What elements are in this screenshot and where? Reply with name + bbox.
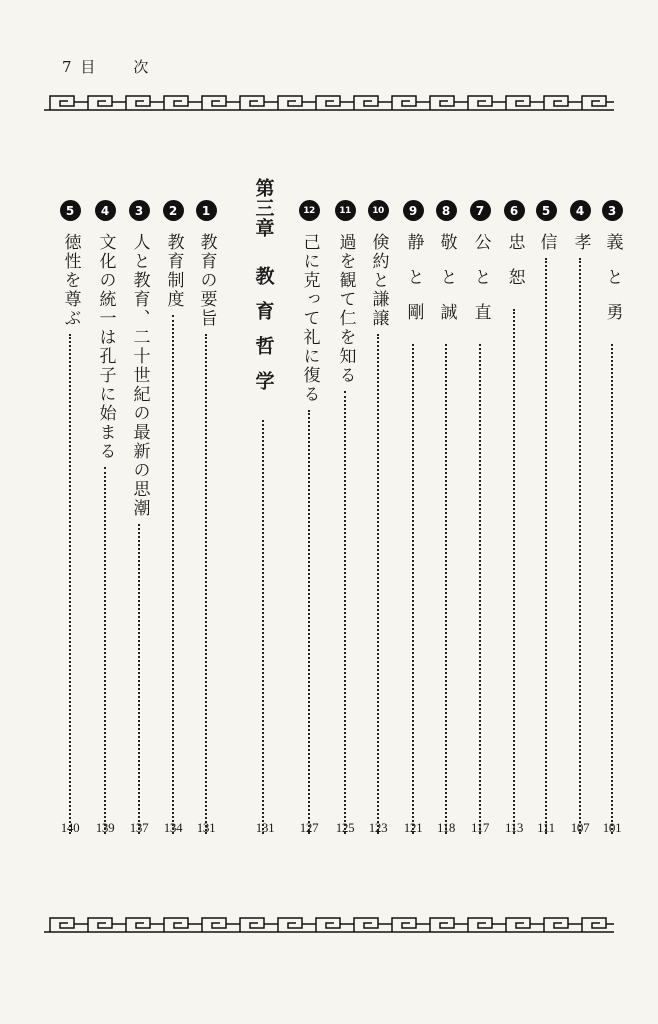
entry-title: 徳性を尊ぶ xyxy=(60,233,81,328)
entry-number-badge: 4 xyxy=(570,200,591,221)
chapter-label: 第三章 xyxy=(252,178,275,238)
toc-entry xyxy=(160,200,186,840)
top-fret-border xyxy=(44,90,614,112)
entry-title: 静と剛 xyxy=(403,233,424,338)
entry-title: 敬と誠 xyxy=(436,233,457,338)
entry-title: 己に克って礼に復る xyxy=(299,233,320,404)
toc-entry xyxy=(533,200,559,840)
toc-entry xyxy=(57,200,83,840)
toc-entry xyxy=(365,200,391,840)
entry-number-badge: 3 xyxy=(129,200,150,221)
entry-number-badge: 5 xyxy=(60,200,81,221)
entry-page-number: 134 xyxy=(163,820,183,835)
leader-dots xyxy=(479,344,481,834)
entry-page-number: 139 xyxy=(95,820,115,835)
entry-number-badge: 2 xyxy=(163,200,184,221)
entry-number-badge: 4 xyxy=(95,200,116,221)
leader-dots xyxy=(172,315,174,834)
entry-page-number: 125 xyxy=(335,820,355,835)
toc-entry xyxy=(599,200,625,840)
entry-title: 過を観て仁を知る xyxy=(335,233,356,385)
entry-title: 教育制度 xyxy=(163,233,184,309)
leader-dots xyxy=(104,467,106,834)
leader-dots xyxy=(377,334,379,834)
entry-page-number: 113 xyxy=(504,820,524,835)
entry-title: 信 xyxy=(536,233,557,252)
leader-dots xyxy=(445,344,447,834)
toc-entry xyxy=(332,200,358,840)
entry-title: 公と直 xyxy=(470,233,491,338)
entry-page-number: 123 xyxy=(368,820,388,835)
chapter-page-number: 131 xyxy=(255,820,275,835)
toc-entry xyxy=(193,200,219,840)
entry-title: 義と勇 xyxy=(602,233,623,338)
entry-number-badge: 6 xyxy=(504,200,525,221)
entry-number-badge: 1 xyxy=(196,200,217,221)
leader-dots xyxy=(545,258,547,834)
entry-title: 倹約と謙譲 xyxy=(368,233,389,328)
entry-page-number: 131 xyxy=(196,820,216,835)
chapter-heading xyxy=(248,178,278,840)
leader-dots xyxy=(344,391,346,834)
entry-number-badge: 7 xyxy=(470,200,491,221)
toc-entry xyxy=(567,200,593,840)
bottom-fret-border xyxy=(44,912,614,934)
header-title-2: 次 xyxy=(133,58,151,76)
entry-title: 文化の統一は孔子に始まる xyxy=(95,233,116,461)
entry-page-number: 101 xyxy=(602,820,622,835)
entry-number-badge: 9 xyxy=(403,200,424,221)
leader-dots xyxy=(262,420,264,834)
toc-entry xyxy=(467,200,493,840)
leader-dots xyxy=(611,344,613,834)
entry-page-number: 117 xyxy=(470,820,490,835)
toc-entry xyxy=(126,200,152,840)
toc-entry xyxy=(501,200,527,840)
leader-dots xyxy=(412,344,414,834)
running-header xyxy=(62,56,150,77)
entry-number-badge: 10 xyxy=(368,200,389,221)
entry-title: 教育の要旨 xyxy=(196,233,217,328)
entry-title: 孝 xyxy=(570,233,591,252)
leader-dots xyxy=(579,258,581,834)
leader-dots xyxy=(205,334,207,834)
toc-entry xyxy=(296,200,322,840)
toc-entry xyxy=(92,200,118,840)
leader-dots xyxy=(69,334,71,834)
entry-page-number: 140 xyxy=(60,820,80,835)
entry-title: 人と教育、二十世紀の最新の思潮 xyxy=(129,233,150,518)
entry-page-number: 121 xyxy=(403,820,423,835)
chapter-title: 教育哲学 xyxy=(252,266,275,406)
entry-number-badge: 12 xyxy=(299,200,320,221)
header-page-number: 7 xyxy=(62,58,74,76)
leader-dots xyxy=(513,309,515,834)
entry-page-number: 137 xyxy=(129,820,149,835)
entry-page-number: 107 xyxy=(570,820,590,835)
header-title-1: 目 xyxy=(80,58,98,76)
entry-page-number: 118 xyxy=(436,820,456,835)
toc-entry xyxy=(400,200,426,840)
entry-page-number: 127 xyxy=(299,820,319,835)
entry-number-badge: 3 xyxy=(602,200,623,221)
toc-entry xyxy=(433,200,459,840)
entry-title: 忠恕 xyxy=(504,233,525,303)
entry-number-badge: 11 xyxy=(335,200,356,221)
leader-dots xyxy=(308,410,310,834)
entry-number-badge: 8 xyxy=(436,200,457,221)
entry-page-number: 111 xyxy=(537,820,555,835)
leader-dots xyxy=(138,524,140,834)
entry-number-badge: 5 xyxy=(536,200,557,221)
